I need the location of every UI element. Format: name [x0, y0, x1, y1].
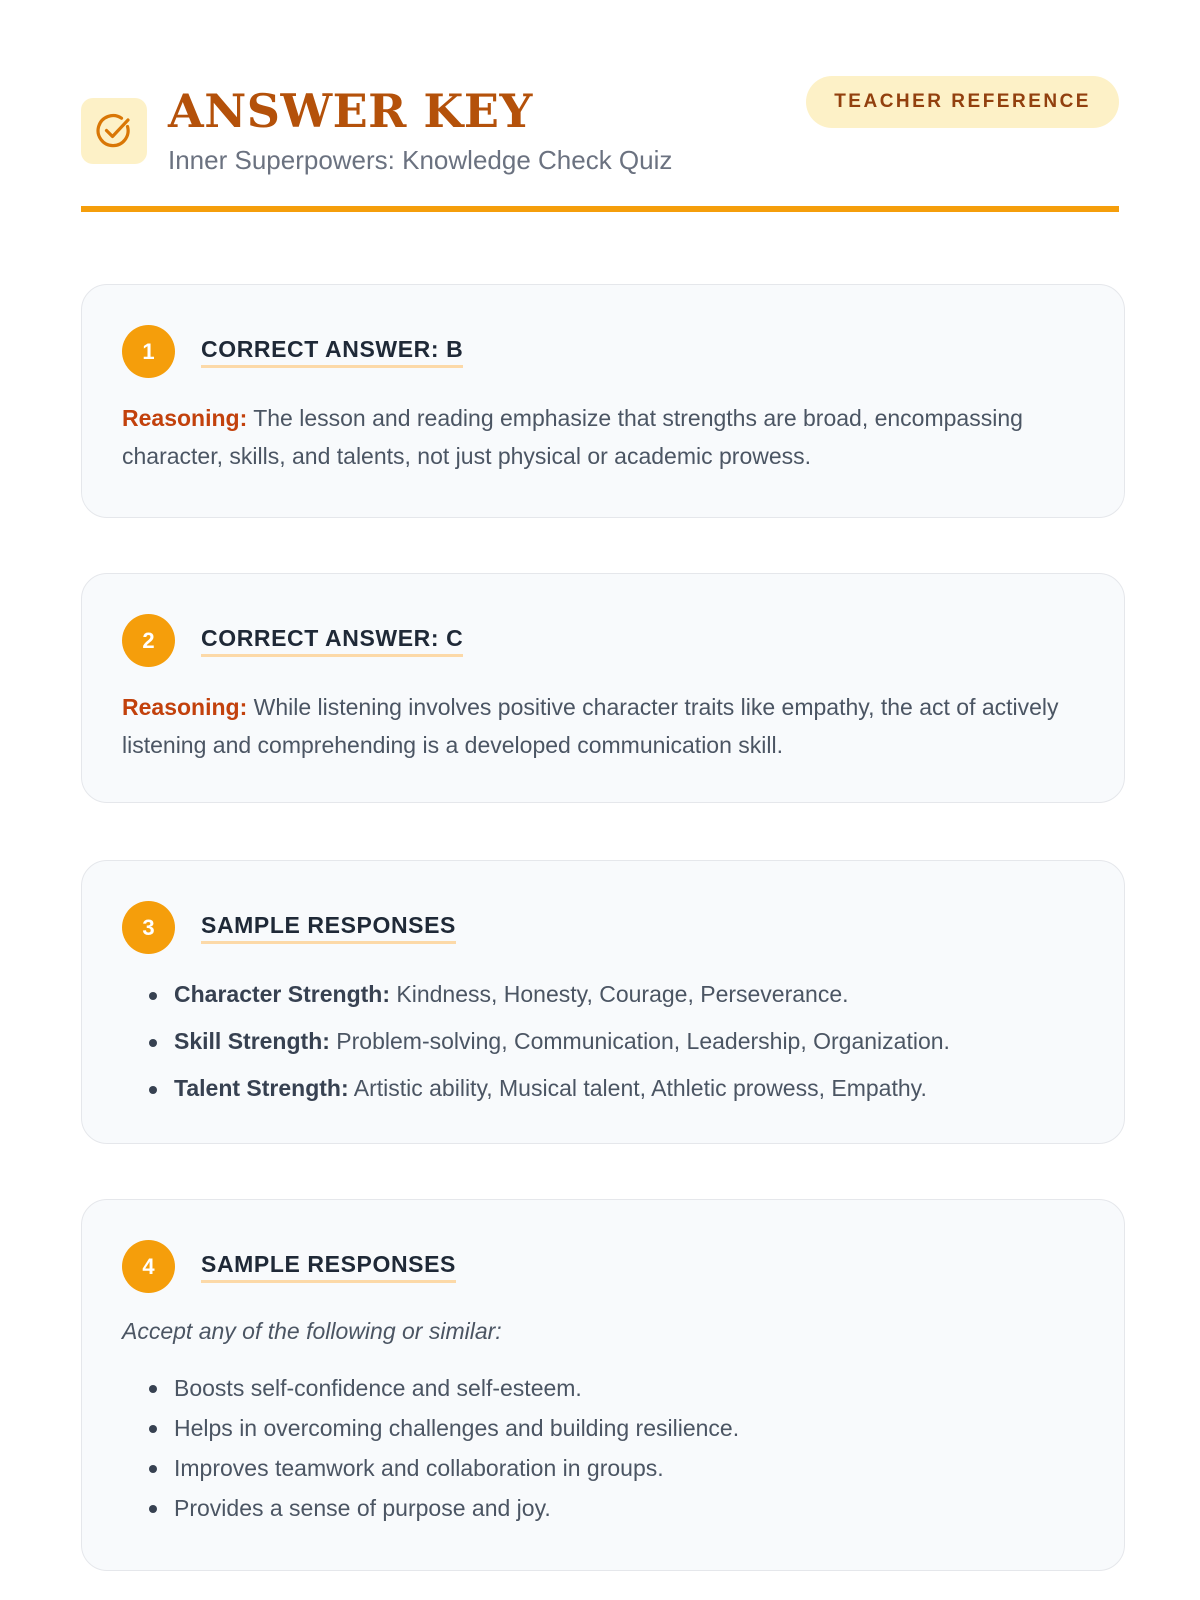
- strength-label: Talent Strength:: [174, 1075, 349, 1101]
- question-card-1: [81, 284, 1125, 518]
- list-item: [122, 1018, 1084, 1065]
- reasoning-body: The lesson and reading emphasize that strengths are broad, encompassing character, skills, and talents, not just physical or academic prowess.: [122, 405, 1023, 469]
- strength-text: Artistic ability, Musical talent, Athletic prowess, Empathy.: [353, 1075, 927, 1101]
- page-subtitle: Inner Superpowers: Knowledge Check Quiz: [168, 145, 673, 175]
- teacher-reference-badge: TEACHER REFERENCE: [806, 76, 1119, 128]
- list-item: Boosts self-confidence and self-esteem.: [122, 1368, 1084, 1408]
- list-item: Improves teamwork and collaboration in groups.: [122, 1448, 1084, 1488]
- question-number: 3: [122, 901, 175, 954]
- strength-text: Problem-solving, Communication, Leadership, Organization.: [336, 1028, 950, 1054]
- accept-note: Accept any of the following or similar:: [122, 1318, 502, 1344]
- question-card-2: [81, 573, 1125, 803]
- list-item: [122, 1065, 1084, 1112]
- reasoning-body: While listening involves positive character traits like empathy, the act of actively listening and comprehending is a developed communication skill.: [122, 694, 1059, 758]
- sample-responses-list: [122, 1368, 1084, 1528]
- card-title: SAMPLE RESPONSES: [201, 1250, 456, 1284]
- list-item: [122, 971, 1084, 1018]
- question-card-3: [81, 860, 1125, 1144]
- question-number: 2: [122, 614, 175, 667]
- question-card-4: [81, 1199, 1125, 1571]
- card-title: SAMPLE RESPONSES: [201, 911, 456, 945]
- reasoning-text: [122, 399, 1084, 475]
- list-item: Helps in overcoming challenges and building resilience.: [122, 1408, 1084, 1448]
- reasoning-label: Reasoning:: [122, 405, 248, 431]
- reasoning-text: [122, 688, 1084, 764]
- question-number: 4: [122, 1240, 175, 1293]
- sample-responses-list: [122, 971, 1084, 1112]
- strength-label: Character Strength:: [174, 981, 390, 1007]
- card-title: CORRECT ANSWER: C: [201, 624, 463, 658]
- list-item: Provides a sense of purpose and joy.: [122, 1488, 1084, 1528]
- page-title: ANSWER KEY: [168, 84, 533, 138]
- strength-text: Kindness, Honesty, Courage, Perseverance.: [396, 981, 849, 1007]
- reasoning-label: Reasoning:: [122, 694, 248, 720]
- header: [81, 76, 1119, 212]
- card-title: CORRECT ANSWER: B: [201, 335, 463, 369]
- check-circle-icon: [81, 98, 147, 164]
- strength-label: Skill Strength:: [174, 1028, 330, 1054]
- question-number: 1: [122, 325, 175, 378]
